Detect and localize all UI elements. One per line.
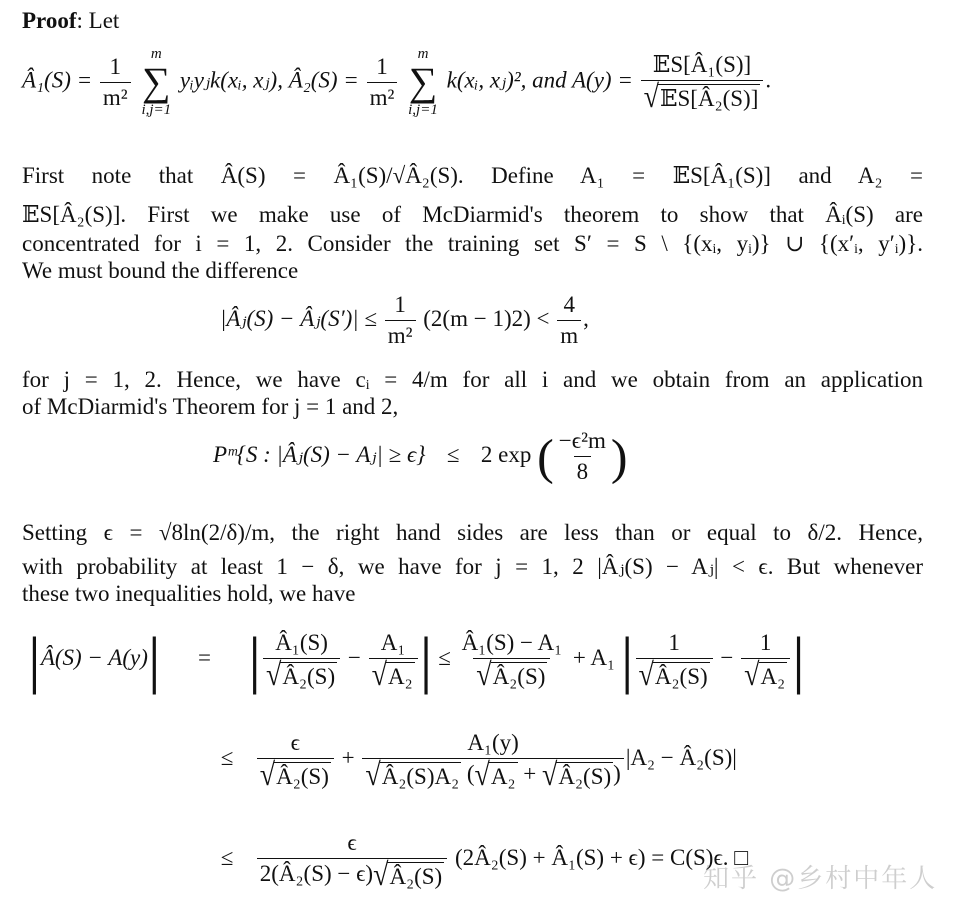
equation-chain-row-1: |Â(S) − A(y)| = | Â₁(S) √ Â₂(S) − A₁ √ A₂ | ≤ Â₁(S) − A₁ √ Â₂(S) + A₁ | 1 √ Â₂(S) − 1 √ A₂ | [28,623,805,695]
para2-line2: of McDiarmid's Theorem for j = 1 and 2, [22,394,399,419]
proof-heading [22,7,119,34]
eq3-t5-den: A₂ [760,663,786,689]
para1-line4: We must bound the difference [22,258,299,283]
eq1-fraction-1 [385,292,416,349]
eq3-t4: 1 √ Â₂(S) [636,630,713,690]
eq1-lhs: |Âⱼ(S) − Âⱼ(S′)| ≤ [220,305,377,331]
eq3-t1-num: Â₁(S) [275,630,328,655]
eq1-f1-num: 1 [394,292,406,317]
eq2-rhs: 2 exp [480,441,532,467]
para1-line1: First note that Â(S) = Â₁(S)/√Â₂(S). Define A₁ = 𝔼S[Â₁(S)] and A₂ = [22,163,923,188]
equation-chain-row-2 [205,730,737,793]
eq3-t5: 1 √ A₂ [741,630,790,690]
para3-line1: Setting ϵ = √8ln(2/δ)/m, the right hand sides are less than or equal to δ/2. Hence, [22,520,923,545]
eq1-mid: (2(m − 1)2) < [423,305,550,331]
equation-mcdiarmid: Pᵐ{S : |Âⱼ(S) − Aⱼ| ≥ ϵ} ≤ 2 exp ( $\frac{\text{−ϵ²m}}{8}$ ) [213,428,628,485]
eq3-t3-den: Â₂(S) [492,663,546,689]
a2-fraction [367,54,398,111]
proof-label: Proof [22,8,77,33]
sum-1-bottom: i,j=1 [141,102,172,118]
eq3-t8-den-a: 2(Â₂(S) − ϵ) [259,861,374,886]
eq2-f-den: 8 [574,456,592,485]
a2-frac-den: m² [367,82,398,111]
eq3-rel3: ≤ [220,845,234,871]
ay-frac-den: 𝔼S[Â₂(S)] [659,85,759,111]
eq3-t3: Â₁(S) − A₁ √ Â₂(S) [459,630,566,690]
eq1-end: , [583,305,589,331]
eq2-rel: ≤ [446,441,460,467]
a1-body: yᵢyⱼk(xᵢ, xⱼ), Â₂(S) = [179,67,359,93]
a2-body: k(xᵢ, xⱼ)², and A(y) = [446,67,633,93]
a1-frac-num: 1 [109,53,122,79]
eq3-t6: ϵ √ Â₂(S) [257,730,334,790]
eq3-t8: ϵ 2(Â₂(S) − ϵ) √ Â₂(S) [257,830,447,890]
eq3-t6-den: Â₂(S) [276,763,329,789]
eq3-t7-den-b: A₂ [490,763,516,789]
ay-fraction: 𝔼S[Â₁(S)] √ 𝔼S[Â₂(S)] [641,52,764,112]
eq3-t7-den-c: Â₂(S) [558,763,612,789]
definitions-equation [22,46,771,118]
sum-1: m ∑ i,j=1 [141,46,172,118]
para1-line3: concentrated for i = 1, 2. Consider the training set S′ = S \ {(xᵢ, yᵢ)} ∪ {(x′ᵢ, y′ᵢ)}. [22,231,923,256]
para2-line1: for j = 1, 2. Hence, we have cᵢ = 4/m for all i and we obtain from an application [22,367,923,392]
eq3-t8-num: ϵ [347,830,357,855]
eq3-t1-den: Â₂(S) [282,663,336,689]
eq3-t2-den: A₂ [387,663,413,689]
eq3-minus: − [347,645,361,671]
eq3-t7-tail: |A₂ − Â₂(S)| [625,745,737,771]
eq3-le: ≤ [438,645,451,671]
para3-line2: with probability at least 1 − δ, we have for j = 1, 2 |Âⱼ(S) − Aⱼ| < ϵ. But whenever [22,554,923,579]
eq1-f2-num: 4 [563,292,575,317]
sum-2-top: m [417,46,429,62]
equation-chain-row-3 [205,830,749,893]
equation-difference-bound [220,292,589,349]
sum-2: m ∑ i,j=1 [408,46,438,118]
watermark: 知乎 @乡村中年人 [703,864,938,894]
eq3-t2-num: A₁ [380,630,406,655]
defs-end: . [765,67,772,93]
eq3-plus-a1: + A₁ [572,645,615,671]
para3-line3: these two inequalities hold, we have [22,581,356,606]
a1-lhs: Â₁(S) = [22,67,93,93]
eq3-t7-den-a: Â₂(S)A₂ [381,763,460,789]
eq3-t8-tail: (2Â₂(S) + Â₁(S) + ϵ) = C(S)ϵ. □ [454,845,749,871]
eq3-t7: A₁(y) √ Â₂(S)A₂ ( √ A₂ + √ Â₂(S) ) [362,730,623,790]
eq3-t4-den: Â₂(S) [654,663,708,689]
eq3-t8-den-b: Â₂(S) [389,863,443,889]
eq3-t4-num: 1 [668,630,680,655]
eq1-f1-den: m² [385,320,416,349]
eq3-t7-num: A₁(y) [467,730,519,755]
proof-heading-rest: : Let [76,8,120,33]
a1-fraction [100,54,131,111]
sum-2-bottom: i,j=1 [408,102,438,118]
eq2-fraction [556,428,609,485]
eq3-t1: Â₁(S) √ Â₂(S) [263,630,340,690]
eq3-t5-num: 1 [759,630,772,655]
eq3-rel1: = [197,645,211,671]
a2-frac-num: 1 [376,53,388,79]
sum-1-top: m [150,46,162,62]
eq3-lhs: Â(S) − A(y) [40,645,148,671]
a1-frac-den: m² [100,82,131,111]
eq2-lhs: Pᵐ{S : |Âⱼ(S) − Aⱼ| ≥ ϵ} [213,441,426,467]
eq3-t6-num: ϵ [290,730,300,755]
eq3-t3-num: Â₁(S) − A₁ [461,630,563,655]
eq3-minus-2: − [720,645,734,671]
eq3-plus: + [341,745,355,771]
ay-frac-num: 𝔼S[Â₁(S)] [652,52,752,78]
eq3-t2: A₁ √ A₂ [369,630,418,690]
eq1-fraction-2 [557,292,581,349]
para1-line2: 𝔼S[Â₂(S)]. First we make use of McDiarmid's theorem to show that Âᵢ(S) are [22,202,923,227]
eq1-f2-den: m [557,320,581,349]
eq2-f-num: −ϵ²m [558,428,606,453]
eq3-rel2: ≤ [220,745,234,771]
